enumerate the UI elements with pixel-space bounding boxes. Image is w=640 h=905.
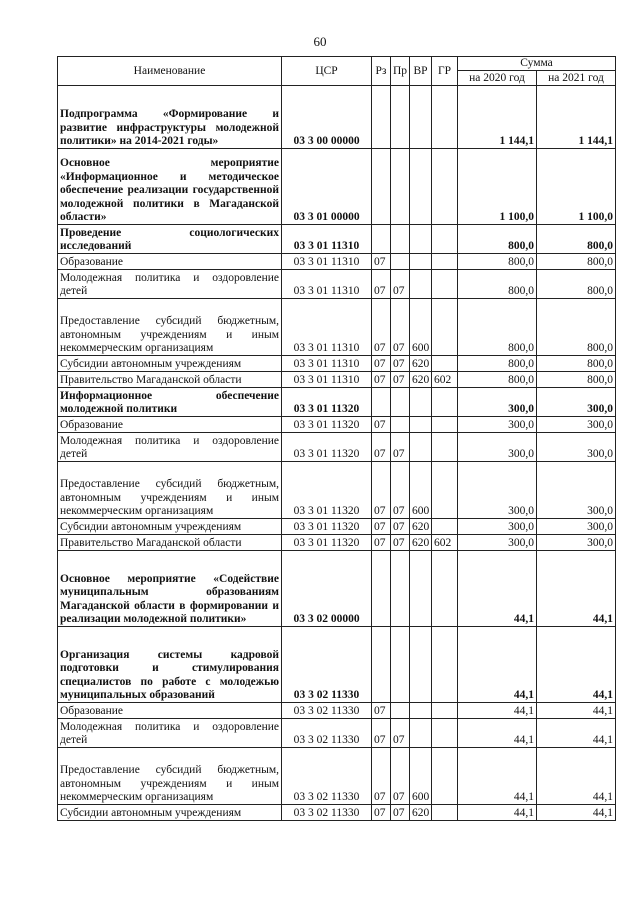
cell-vr bbox=[410, 86, 432, 149]
cell-rz: 07 bbox=[372, 719, 391, 748]
cell-pr: 07 bbox=[391, 270, 410, 299]
cell-rz: 07 bbox=[372, 805, 391, 821]
header-name: Наименование bbox=[58, 57, 282, 86]
cell-2020: 44,1 bbox=[458, 627, 537, 703]
cell-rz: 07 bbox=[372, 299, 391, 356]
cell-pr bbox=[391, 388, 410, 417]
cell-pr bbox=[391, 417, 410, 433]
cell-vr bbox=[410, 627, 432, 703]
cell-vr bbox=[410, 433, 432, 462]
cell-2020: 300,0 bbox=[458, 462, 537, 519]
cell-rz bbox=[372, 225, 391, 254]
cell-gr: 602 bbox=[432, 372, 458, 388]
cell-csr: 03 3 02 00000 bbox=[282, 551, 372, 627]
cell-name: Основное мероприятие «Содействие муниципальным образованиям Магаданской области в формировании и реализации молодежной политики» bbox=[58, 551, 282, 627]
cell-2021: 44,1 bbox=[537, 703, 616, 719]
cell-2020: 44,1 bbox=[458, 805, 537, 821]
cell-pr: 07 bbox=[391, 433, 410, 462]
cell-2020: 300,0 bbox=[458, 433, 537, 462]
cell-2021: 300,0 bbox=[537, 519, 616, 535]
cell-pr: 07 bbox=[391, 748, 410, 805]
table-row bbox=[58, 225, 616, 254]
cell-2021: 44,1 bbox=[537, 748, 616, 805]
header-pr: Пр bbox=[391, 57, 410, 86]
cell-gr bbox=[432, 433, 458, 462]
cell-rz bbox=[372, 551, 391, 627]
header-gr: ГР bbox=[432, 57, 458, 86]
cell-gr bbox=[432, 254, 458, 270]
cell-2020: 800,0 bbox=[458, 356, 537, 372]
cell-2020: 800,0 bbox=[458, 254, 537, 270]
cell-gr bbox=[432, 703, 458, 719]
cell-csr: 03 3 01 11310 bbox=[282, 254, 372, 270]
cell-name: Молодежная политика и оздоровление детей bbox=[58, 270, 282, 299]
cell-name: Проведение социологических исследований bbox=[58, 225, 282, 254]
cell-name: Правительство Магаданской области bbox=[58, 535, 282, 551]
cell-csr: 03 3 02 11330 bbox=[282, 748, 372, 805]
cell-name: Правительство Магаданской области bbox=[58, 372, 282, 388]
cell-csr: 03 3 01 00000 bbox=[282, 149, 372, 225]
cell-pr: 07 bbox=[391, 372, 410, 388]
cell-rz: 07 bbox=[372, 270, 391, 299]
cell-name: Основное мероприятие «Информационное и методическое обеспечение реализации государственной молодежной политики в Магаданской области» bbox=[58, 149, 282, 225]
cell-csr: 03 3 01 11310 bbox=[282, 225, 372, 254]
cell-2020: 800,0 bbox=[458, 299, 537, 356]
cell-csr: 03 3 01 11310 bbox=[282, 356, 372, 372]
table-row bbox=[58, 719, 616, 748]
cell-name: Организация системы кадровой подготовки и стимулирования специалистов по работе с молодежью муниципальных образований bbox=[58, 627, 282, 703]
cell-gr bbox=[432, 388, 458, 417]
cell-rz bbox=[372, 86, 391, 149]
cell-2020: 44,1 bbox=[458, 551, 537, 627]
cell-vr: 620 bbox=[410, 535, 432, 551]
cell-vr: 620 bbox=[410, 372, 432, 388]
cell-name: Молодежная политика и оздоровление детей bbox=[58, 433, 282, 462]
table-row bbox=[58, 417, 616, 433]
cell-csr: 03 3 01 11320 bbox=[282, 462, 372, 519]
table-row bbox=[58, 748, 616, 805]
cell-pr: 07 bbox=[391, 462, 410, 519]
cell-name: Молодежная политика и оздоровление детей bbox=[58, 719, 282, 748]
cell-vr: 600 bbox=[410, 748, 432, 805]
cell-2020: 44,1 bbox=[458, 719, 537, 748]
cell-csr: 03 3 02 11330 bbox=[282, 703, 372, 719]
cell-2021: 800,0 bbox=[537, 225, 616, 254]
cell-2020: 1 144,1 bbox=[458, 86, 537, 149]
cell-pr: 07 bbox=[391, 535, 410, 551]
cell-csr: 03 3 00 00000 bbox=[282, 86, 372, 149]
table-row bbox=[58, 388, 616, 417]
cell-gr bbox=[432, 225, 458, 254]
cell-csr: 03 3 01 11310 bbox=[282, 372, 372, 388]
cell-2021: 800,0 bbox=[537, 270, 616, 299]
table-row bbox=[58, 254, 616, 270]
cell-name: Информационное обеспечение молодежной политики bbox=[58, 388, 282, 417]
cell-2020: 300,0 bbox=[458, 417, 537, 433]
cell-2021: 44,1 bbox=[537, 627, 616, 703]
cell-2020: 44,1 bbox=[458, 703, 537, 719]
table-row bbox=[58, 356, 616, 372]
cell-rz: 07 bbox=[372, 417, 391, 433]
cell-gr bbox=[432, 627, 458, 703]
cell-csr: 03 3 02 11330 bbox=[282, 627, 372, 703]
header-2020: на 2020 год bbox=[458, 71, 537, 86]
cell-pr: 07 bbox=[391, 805, 410, 821]
table-row bbox=[58, 703, 616, 719]
cell-2020: 44,1 bbox=[458, 748, 537, 805]
cell-2020: 800,0 bbox=[458, 225, 537, 254]
cell-vr bbox=[410, 703, 432, 719]
cell-csr: 03 3 01 11310 bbox=[282, 299, 372, 356]
cell-name: Субсидии автономным учреждениям bbox=[58, 805, 282, 821]
cell-pr: 07 bbox=[391, 519, 410, 535]
header-csr: ЦСР bbox=[282, 57, 372, 86]
table-row bbox=[58, 805, 616, 821]
cell-vr: 600 bbox=[410, 299, 432, 356]
cell-pr bbox=[391, 86, 410, 149]
page-number: 60 bbox=[313, 34, 327, 49]
cell-gr bbox=[432, 462, 458, 519]
cell-csr: 03 3 01 11320 bbox=[282, 388, 372, 417]
cell-rz: 07 bbox=[372, 703, 391, 719]
cell-csr: 03 3 01 11320 bbox=[282, 535, 372, 551]
cell-gr bbox=[432, 417, 458, 433]
cell-rz bbox=[372, 149, 391, 225]
cell-gr bbox=[432, 805, 458, 821]
table-row bbox=[58, 299, 616, 356]
cell-gr: 602 bbox=[432, 535, 458, 551]
cell-gr bbox=[432, 719, 458, 748]
cell-2021: 300,0 bbox=[537, 433, 616, 462]
cell-gr bbox=[432, 519, 458, 535]
cell-gr bbox=[432, 149, 458, 225]
cell-name: Образование bbox=[58, 417, 282, 433]
cell-gr bbox=[432, 551, 458, 627]
header-rz: Рз bbox=[372, 57, 391, 86]
cell-pr bbox=[391, 627, 410, 703]
cell-rz bbox=[372, 388, 391, 417]
header-sum: Сумма bbox=[458, 57, 616, 71]
cell-name: Субсидии автономным учреждениям bbox=[58, 519, 282, 535]
cell-vr bbox=[410, 225, 432, 254]
table-row bbox=[58, 372, 616, 388]
cell-vr bbox=[410, 719, 432, 748]
cell-gr bbox=[432, 356, 458, 372]
cell-name: Субсидии автономным учреждениям bbox=[58, 356, 282, 372]
cell-vr bbox=[410, 254, 432, 270]
cell-gr bbox=[432, 748, 458, 805]
cell-2021: 300,0 bbox=[537, 535, 616, 551]
cell-rz: 07 bbox=[372, 535, 391, 551]
cell-2020: 300,0 bbox=[458, 388, 537, 417]
cell-vr bbox=[410, 149, 432, 225]
cell-rz: 07 bbox=[372, 433, 391, 462]
cell-2021: 44,1 bbox=[537, 805, 616, 821]
cell-name: Подпрограмма «Формирование и развитие инфраструктуры молодежной политики» на 2014-2021 годы» bbox=[58, 86, 282, 149]
cell-rz bbox=[372, 627, 391, 703]
cell-2021: 44,1 bbox=[537, 551, 616, 627]
cell-2020: 800,0 bbox=[458, 270, 537, 299]
table-row bbox=[58, 149, 616, 225]
cell-csr: 03 3 01 11320 bbox=[282, 519, 372, 535]
cell-2021: 800,0 bbox=[537, 254, 616, 270]
cell-pr: 07 bbox=[391, 719, 410, 748]
cell-2021: 800,0 bbox=[537, 356, 616, 372]
table-row bbox=[58, 551, 616, 627]
cell-2020: 300,0 bbox=[458, 535, 537, 551]
header-2021: на 2021 год bbox=[537, 71, 616, 86]
cell-gr bbox=[432, 299, 458, 356]
cell-name: Образование bbox=[58, 254, 282, 270]
cell-vr bbox=[410, 417, 432, 433]
cell-2021: 44,1 bbox=[537, 719, 616, 748]
cell-vr: 600 bbox=[410, 462, 432, 519]
cell-pr: 07 bbox=[391, 356, 410, 372]
cell-name: Образование bbox=[58, 703, 282, 719]
cell-csr: 03 3 02 11330 bbox=[282, 805, 372, 821]
cell-2020: 800,0 bbox=[458, 372, 537, 388]
table-row bbox=[58, 519, 616, 535]
cell-rz: 07 bbox=[372, 254, 391, 270]
cell-csr: 03 3 01 11320 bbox=[282, 417, 372, 433]
cell-pr bbox=[391, 551, 410, 627]
cell-name: Предоставление субсидий бюджетным, автономным учреждениям и иным некоммерческим организациям bbox=[58, 299, 282, 356]
cell-pr: 07 bbox=[391, 299, 410, 356]
cell-vr bbox=[410, 551, 432, 627]
cell-2021: 800,0 bbox=[537, 299, 616, 356]
table-row bbox=[58, 535, 616, 551]
cell-csr: 03 3 01 11320 bbox=[282, 433, 372, 462]
cell-csr: 03 3 01 11310 bbox=[282, 270, 372, 299]
header-vr: ВР bbox=[410, 57, 432, 86]
cell-2021: 800,0 bbox=[537, 372, 616, 388]
cell-rz: 07 bbox=[372, 372, 391, 388]
budget-table bbox=[57, 56, 616, 821]
cell-2021: 1 144,1 bbox=[537, 86, 616, 149]
table-row bbox=[58, 462, 616, 519]
cell-rz: 07 bbox=[372, 356, 391, 372]
cell-pr bbox=[391, 703, 410, 719]
cell-gr bbox=[432, 86, 458, 149]
cell-2021: 300,0 bbox=[537, 388, 616, 417]
table-row bbox=[58, 627, 616, 703]
cell-vr: 620 bbox=[410, 805, 432, 821]
cell-2020: 300,0 bbox=[458, 519, 537, 535]
table-row bbox=[58, 270, 616, 299]
cell-name: Предоставление субсидий бюджетным, автономным учреждениям и иным некоммерческим организациям bbox=[58, 748, 282, 805]
cell-2021: 300,0 bbox=[537, 462, 616, 519]
cell-gr bbox=[432, 270, 458, 299]
cell-pr bbox=[391, 225, 410, 254]
cell-2021: 300,0 bbox=[537, 417, 616, 433]
cell-name: Предоставление субсидий бюджетным, автономным учреждениям и иным некоммерческим организациям bbox=[58, 462, 282, 519]
cell-pr bbox=[391, 254, 410, 270]
cell-2020: 1 100,0 bbox=[458, 149, 537, 225]
cell-vr bbox=[410, 388, 432, 417]
table-row bbox=[58, 433, 616, 462]
cell-vr: 620 bbox=[410, 519, 432, 535]
cell-rz: 07 bbox=[372, 748, 391, 805]
cell-2021: 1 100,0 bbox=[537, 149, 616, 225]
cell-rz: 07 bbox=[372, 519, 391, 535]
cell-vr: 620 bbox=[410, 356, 432, 372]
cell-csr: 03 3 02 11330 bbox=[282, 719, 372, 748]
cell-rz: 07 bbox=[372, 462, 391, 519]
cell-pr bbox=[391, 149, 410, 225]
table-row bbox=[58, 86, 616, 149]
cell-vr bbox=[410, 270, 432, 299]
table-body bbox=[58, 86, 616, 821]
